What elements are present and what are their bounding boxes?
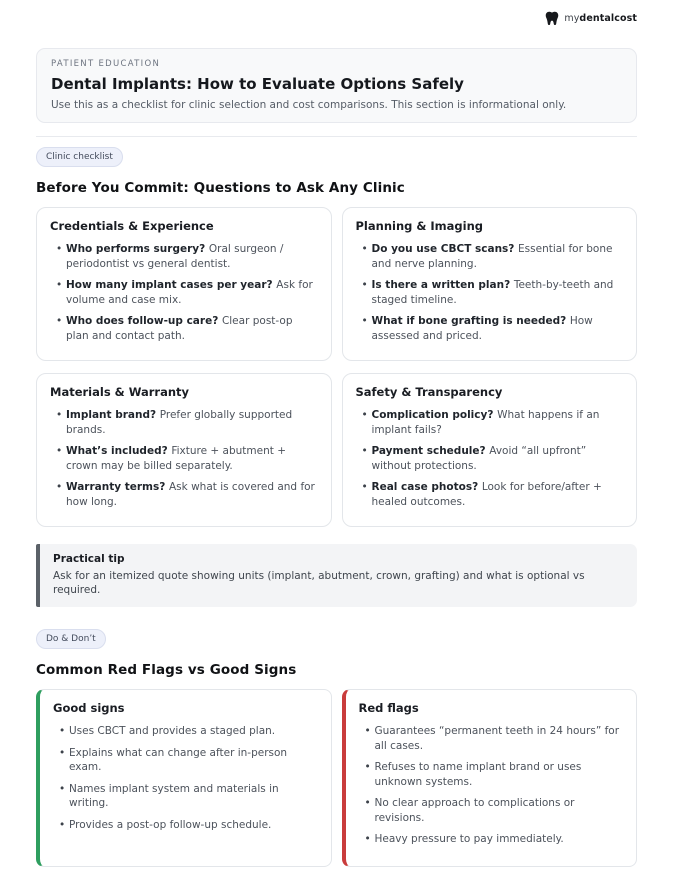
badge-do-and-dont: Do & Don’t [36,629,106,649]
section-heading-checklist: Before You Commit: Questions to Ask Any Clinic [36,180,405,196]
card-title: Planning & Imaging [355,219,484,233]
checklist-item: • Real case photos? Look for before/after + healed outcomes. [362,480,624,509]
card-materials-warranty [36,373,332,527]
card-title: Safety & Transparency [355,385,503,399]
checklist-item: • Is there a written plan? Teeth-by-teeth and staged timeline. [362,278,624,307]
card-planning-imaging [342,207,638,361]
list-item: • Guarantees “permanent teeth in 24 hours” for all cases. [365,724,624,753]
header-bar [36,8,637,28]
card-title: Credentials & Experience [50,219,214,233]
practical-tip-callout [36,544,637,607]
list-item: • No clear approach to complications or revisions. [365,796,624,825]
card-safety-transparency [342,373,638,527]
red-flags-list [359,724,624,847]
section-red-flags-good-signs [36,607,637,867]
good-signs-list [53,724,318,832]
tip-text: Ask for an itemized quote showing units (implant, abutment, crown, grafting) and what is optional vs required. [53,570,585,596]
checklist-item: • Payment schedule? Avoid “all upfront” without protections. [362,444,624,473]
list-item: • Uses CBCT and provides a staged plan. [59,724,318,739]
card-red-flags [342,689,638,867]
badge-clinic-checklist: Clinic checklist [36,147,123,167]
list-item: • Heavy pressure to pay immediately. [365,832,624,847]
list-item: • Refuses to name implant brand or uses unknown systems. [365,760,624,789]
checklist-item: • Complication policy? What happens if an implant fails? [362,408,624,437]
checklist [50,408,318,509]
tooth-icon [544,10,560,27]
checklist [356,242,624,343]
card-title: Good signs [53,701,125,715]
checklist-item: • What’s included? Fixture + abutment + crown may be billed separately. [56,444,318,473]
checklist [50,242,318,343]
checklist-item: • Who performs surgery? Oral surgeon / periodontist vs general dentist. [56,242,318,271]
card-title: Red flags [358,701,419,715]
checklist [356,408,624,509]
checklist-item: • Who does follow-up care? Clear post-op plan and contact path. [56,314,318,343]
checklist-item: • Warranty terms? Ask what is covered and for how long. [56,480,318,509]
checklist-item: • Do you use CBCT scans? Essential for bone and nerve planning. [362,242,624,271]
hero-eyebrow: PATIENT EDUCATION [51,59,161,69]
flags-card-grid [36,689,637,867]
page-subtitle: Use this as a checklist for clinic selection and cost comparisons. This section is informational only. [51,99,567,111]
card-good-signs [36,689,332,867]
brand-name: mydentalcost [564,12,637,24]
list-item: • Names implant system and materials in writing. [59,782,318,811]
brand-logo[interactable] [544,10,637,27]
tip-title: Practical tip [53,553,125,565]
checklist-item: • Implant brand? Prefer globally supported brands. [56,408,318,437]
page-title: Dental Implants: How to Evaluate Options Safely [51,75,464,93]
checklist-item: • What if bone grafting is needed? How assessed and priced. [362,314,624,343]
section-heading-flags: Common Red Flags vs Good Signs [36,662,297,678]
card-title: Materials & Warranty [50,385,190,399]
card-credentials-experience [36,207,332,361]
checklist-item: • How many implant cases per year? Ask for volume and case mix. [56,278,318,307]
hero-panel [36,48,637,123]
section-clinic-checklist [36,137,637,607]
list-item: • Provides a post-op follow-up schedule. [59,818,318,833]
checklist-card-grid [36,207,637,527]
list-item: • Explains what can change after in-person exam. [59,746,318,775]
